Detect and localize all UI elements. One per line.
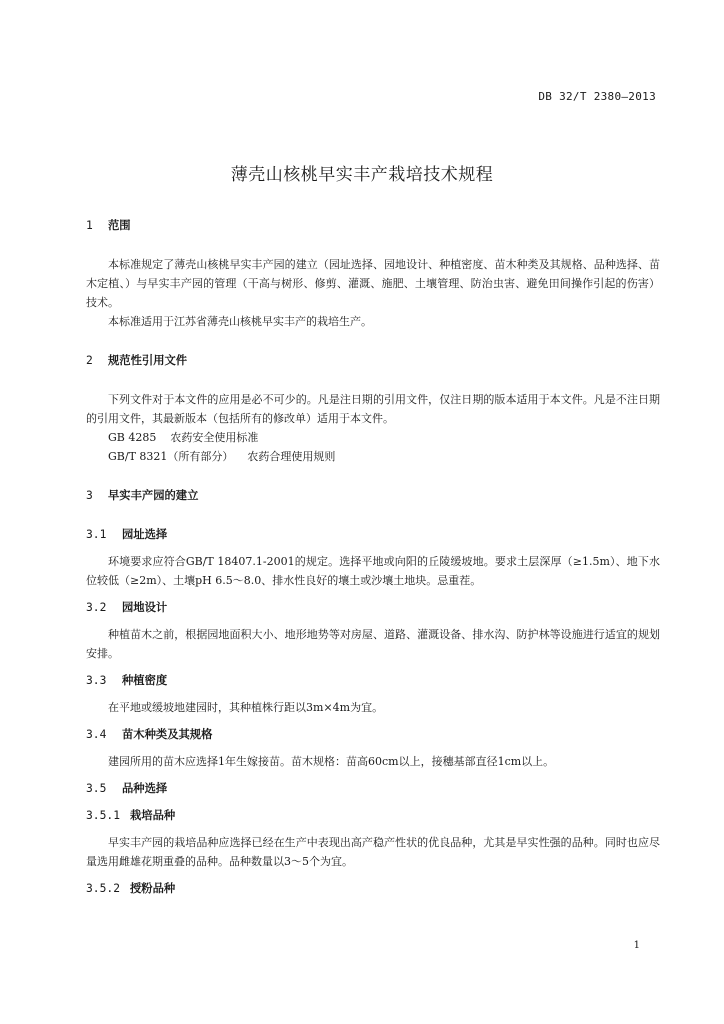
section-title: 栽培品种: [130, 809, 176, 822]
reference-item: [86, 428, 660, 447]
section-number: 3.5.1: [86, 809, 121, 822]
section-title: 种植密度: [122, 674, 168, 687]
section-number: 3.1: [86, 528, 107, 541]
subsection-heading-3-1: [86, 525, 660, 544]
section-number: 1: [86, 219, 93, 232]
reference-name: 农药合理使用规则: [247, 450, 336, 463]
reference-code: GB/T 8321（所有部分）: [108, 450, 234, 463]
section-title: 园址选择: [122, 528, 168, 541]
section-heading-2: [86, 351, 660, 370]
paragraph: 下列文件对于本文件的应用是必不可少的。凡是注日期的引用文件，仅注日期的版本适用于本文件。凡是不注日期的引用文件，其最新版本（包括所有的修改单）适用于本文件。: [86, 393, 660, 425]
paragraph: 本标准规定了薄壳山核桃早实丰产园的建立（园址选择、园地设计、种植密度、苗木种类及其规格、品种选择、苗木定植、）与早实丰产园的管理（干高与树形、修剪、灌溉、施肥、土壤管理、防治虫害、避免田间操作引起的伤害）技术。: [86, 258, 660, 309]
paragraph: 在平地或缓坡地建园时，其种植株行距以3m×4m为宜。: [108, 701, 384, 714]
subsection-heading-3-4: [86, 725, 660, 744]
document-title: 薄壳山核桃早实丰产栽培技术规程: [230, 165, 494, 185]
section-title: 早实丰产园的建立: [108, 489, 199, 502]
section-title: 品种选择: [122, 782, 168, 795]
page-number: 1: [633, 940, 640, 951]
section-number: 3.3: [86, 674, 107, 687]
section-number: 2: [86, 354, 93, 367]
paragraph: 建园所用的苗木应选择1年生嫁接苗。苗木规格：苗高60cm以上，接穗基部直径1cm以上。: [108, 755, 555, 768]
paragraph: 本标准适用于江苏省薄壳山核桃早实丰产的栽培生产。: [108, 315, 372, 328]
reference-name: 农药安全使用标准: [170, 431, 259, 444]
section-title: 园地设计: [122, 601, 168, 614]
reference-code: GB 4285: [108, 431, 157, 444]
reference-item: [86, 447, 660, 466]
paragraph: 早实丰产园的栽培品种应选择已经在生产中表现出高产稳产性状的优良品种，尤其是早实性强的品种。同时也应尽量选用雌雄花期重叠的品种。品种数量以3～5个为宜。: [86, 836, 660, 868]
standard-code: DB 32/T 2380—2013: [538, 90, 656, 103]
section-heading-3: [86, 486, 660, 505]
subsection-heading-3-5-1: [86, 806, 660, 825]
section-title: 规范性引用文件: [108, 354, 188, 367]
section-title: 范围: [108, 219, 131, 232]
section-heading-1: [86, 216, 660, 235]
document-body: [86, 216, 660, 898]
section-number: 3.4: [86, 728, 107, 741]
subsection-heading-3-5: [86, 779, 660, 798]
subsection-heading-3-2: [86, 598, 660, 617]
section-number: 3.2: [86, 601, 107, 614]
section-title: 苗木种类及其规格: [122, 728, 213, 741]
subsection-heading-3-5-2: [86, 879, 660, 898]
section-number: 3: [86, 489, 93, 502]
section-title: 授粉品种: [130, 882, 176, 895]
section-number: 3.5: [86, 782, 107, 795]
section-number: 3.5.2: [86, 882, 121, 895]
paragraph: 种植苗木之前，根据园地面积大小、地形地势等对房屋、道路、灌溉设备、排水沟、防护林等设施进行适宜的规划安排。: [86, 628, 660, 660]
subsection-heading-3-3: [86, 671, 660, 690]
paragraph: 环境要求应符合GB/T 18407.1-2001的规定。选择平地或向阳的丘陵缓坡地。要求土层深厚（≥1.5m）、地下水位较低（≥2m）、土壤pH 6.5～8.0、排水性良好的壤土或沙壤土地块。忌重茬。: [86, 555, 660, 587]
